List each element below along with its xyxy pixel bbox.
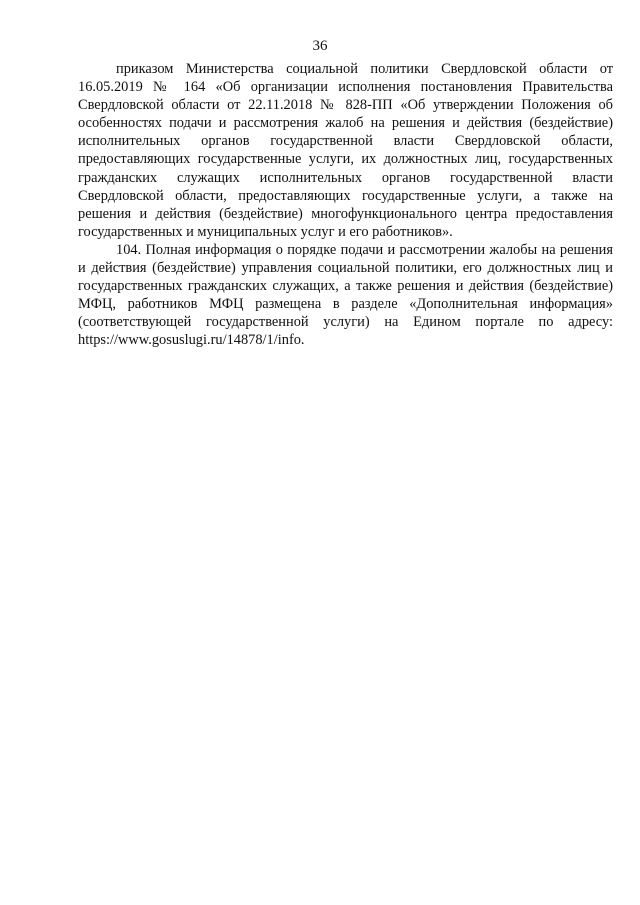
document-body — [78, 60, 613, 350]
paragraph-104: 104. Полная информация о порядке подачи и рассмотрении жалобы на решения и действия (бездействие) управления социальной политики, его должностных лиц и государственных гражданских служащих, а также решения и действия (бездействие) МФЦ, работников МФЦ размещена в разделе «Дополнительная информация» (соответствующей государственной услуги) на Едином портале по адресу: https://www.gosuslugi.ru/14878/1/info. — [78, 241, 613, 349]
paragraph-continuation: приказом Министерства социальной политики Свердловской области от 16.05.2019 № 164 «Об организации исполнения постановления Правительства Свердловской области от 22.11.2018 № 828-ПП «Об утверждении Положения об особенностях подачи и рассмотрения жалоб на решения и действия (бездействие) исполнительных органов государственной власти Свердловской области, предоставляющих государственные услуги, их должностных лиц, государственных гражданских служащих исполнительных органов государственной власти Свердловской области, предоставляющих государственные услуги, а также на решения и действия (бездействие) многофункционального центра предоставления государственных и муниципальных услуг и его работников». — [78, 61, 613, 240]
page-number: 36 — [312, 38, 328, 54]
